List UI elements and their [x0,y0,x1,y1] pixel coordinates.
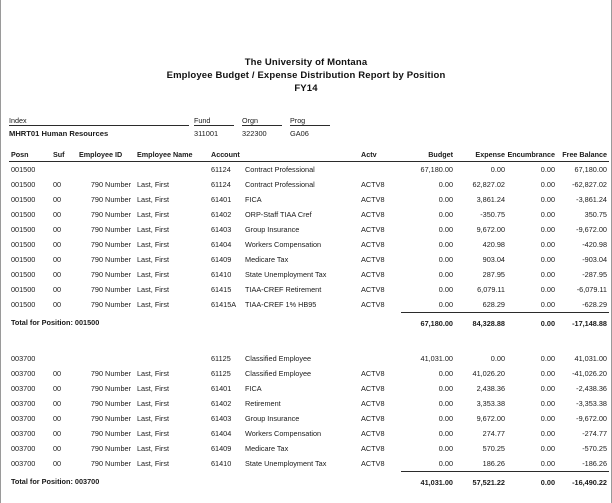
cell-employee-name [137,162,211,178]
cell-employee-name: Last, First [137,444,170,453]
cell-budget: 0.00 [438,399,453,408]
cell-budget: 0.00 [438,429,453,438]
cell-employee-id: 790 Number [90,459,131,469]
cell-encumbrance: 0.00 [540,369,555,378]
cell-free-balance: -570.25 [582,444,607,453]
fund-value: 311001 [194,129,219,138]
cell-expense: 0.00 [490,165,505,174]
cell-actv: ACTV8 [361,414,385,423]
gap-cell [9,331,609,351]
table-row [9,267,609,282]
cell-account-description: TIAA-CREF Retirement [245,285,322,294]
cell-account: 61410 [211,270,232,279]
cell-employee-name: Last, First [137,300,170,310]
cell-budget: 0.00 [438,240,453,249]
col-account: Account [211,149,245,162]
cell-budget: 0.00 [438,300,453,309]
cell-posn: 001500 [11,240,36,249]
cell-posn: 001500 [11,210,36,219]
cell-free-balance: -6,079.11 [576,285,607,294]
cell-account-description: Medicare Tax [245,444,289,453]
index-value: MHRT01 Human Resources [9,129,109,138]
cell-free-balance: 350.75 [584,210,607,219]
col-employee-name: Employee Name [137,149,211,162]
prog-label: Prog [290,114,330,126]
cell-posn: 001500 [11,255,36,264]
cell-account-description: FICA [245,195,262,204]
column-header-row [9,149,609,162]
cell-employee-name: Last, First [137,459,170,469]
cell-posn: 001500 [11,225,36,234]
col-free-balance: Free Balance [555,149,609,162]
cell-suf: 00 [53,255,62,264]
cell-actv: ACTV8 [361,399,385,408]
table-row [9,162,609,178]
cell-budget: 0.00 [438,255,453,264]
position-total-label: Total for Position: 003700 [11,477,100,487]
cell-posn: 003700 [11,414,36,423]
cell-suf: 00 [53,285,62,294]
cell-encumbrance: 0.00 [540,195,555,204]
cell-employee-id: 790 Number [90,210,131,219]
cell-budget: 0.00 [438,369,453,378]
cell-account: 61403 [211,225,232,234]
col-actv: Actv [361,149,401,162]
col-budget: Budget [401,149,453,162]
table-row [9,177,609,192]
cell-suf: 00 [53,300,62,310]
col-posn: Posn [9,149,53,162]
cell-budget: 0.00 [438,180,453,189]
cell-employee-id [79,351,137,366]
col-account-description [245,149,361,162]
cell-employee-id: 790 Number [90,255,131,264]
cell-posn: 001500 [11,195,36,204]
cell-employee-id: 790 Number [90,285,131,294]
cell-account-description: Group Insurance [245,414,300,423]
cell-budget: 0.00 [438,225,453,234]
cell-suf: 00 [53,384,62,393]
cell-employee-id: 790 Number [90,414,131,423]
index-header-table [9,114,603,138]
cell-actv: ACTV8 [361,255,385,264]
cell-employee-name: Last, First [137,270,170,279]
cell-account-description: Contract Professional [245,165,315,174]
cell-employee-id: 790 Number [90,225,131,234]
cell-account-description: FICA [245,384,262,393]
cell-actv: ACTV8 [361,225,385,234]
total-budget: 41,031.00 [401,472,453,491]
cell-account: 61415 [211,285,232,294]
cell-encumbrance: 0.00 [540,399,555,408]
report-title-block [1,0,611,95]
cell-expense: 287.95 [482,270,505,279]
cell-account-description: Classified Employee [245,354,312,363]
detail-table-head [9,149,609,162]
cell-account-description: Group Insurance [245,225,300,234]
cell-encumbrance: 0.00 [540,354,555,363]
index-header-section [9,114,603,138]
table-row [9,237,609,252]
cell-account-description: State Unemployment Tax [245,459,327,469]
table-row [9,456,609,472]
col-suf: Suf [53,149,79,162]
cell-actv: ACTV8 [361,195,385,204]
cell-suf: 00 [53,180,62,189]
cell-actv: ACTV8 [361,270,385,279]
cell-employee-name: Last, First [137,399,170,408]
spacer-cell-3 [282,114,290,126]
cell-posn: 003700 [11,384,36,393]
spacer-cell-2 [234,114,242,126]
cell-free-balance: -287.95 [582,270,607,279]
cell-employee-name: Last, First [137,369,170,378]
col-expense: Expense [453,149,505,162]
cell-free-balance: -3,861.24 [576,195,607,204]
prog-value: GA06 [290,129,309,138]
cell-suf: 00 [53,414,62,423]
cell-suf: 00 [53,270,62,279]
cell-budget: 0.00 [438,210,453,219]
cell-posn: 003700 [11,354,36,363]
total-encumbrance: 0.00 [505,313,555,332]
cell-actv: ACTV8 [361,240,385,249]
cell-suf [53,351,79,366]
position-total-label: Total for Position: 001500 [11,318,100,328]
cell-budget: 41,031.00 [420,354,453,363]
cell-suf: 00 [53,369,62,378]
cell-posn: 003700 [11,459,36,469]
cell-account: 61403 [211,414,232,423]
total-expense: 57,521.22 [453,472,505,491]
cell-account: 61415A [211,300,237,310]
organization-name: The University of Montana [244,57,368,68]
cell-expense: 628.29 [482,300,505,309]
detail-table [9,149,609,490]
cell-account: 61124 [211,165,231,174]
cell-account: 61410 [211,459,232,469]
orgn-label: Orgn [242,114,282,126]
table-row [9,252,609,267]
table-row [9,381,609,396]
position-gap-row [9,331,609,351]
table-row [9,396,609,411]
cell-employee-name: Last, First [137,225,170,234]
total-expense: 84,328.88 [453,313,505,332]
cell-employee-name: Last, First [137,429,170,438]
table-row [9,282,609,297]
cell-budget: 0.00 [438,285,453,294]
cell-employee-name: Last, First [137,384,170,393]
detail-table-body [9,162,609,491]
cell-encumbrance: 0.00 [540,210,555,219]
cell-actv: ACTV8 [361,429,385,438]
cell-expense: 41,026.20 [472,369,505,378]
cell-actv: ACTV8 [361,210,385,219]
cell-account-description: Workers Compensation [245,240,322,249]
cell-encumbrance: 0.00 [540,414,555,423]
cell-expense: 9,672.00 [476,225,505,234]
cell-free-balance: -274.77 [582,429,607,438]
cell-expense: 903.04 [482,255,505,264]
page-title: Employee Budget / Expense Distribution Report by Position [166,70,446,81]
cell-employee-id: 790 Number [90,300,131,310]
cell-expense: 186.26 [482,459,505,468]
cell-account-description: State Unemployment Tax [245,270,327,279]
cell-posn: 001500 [11,165,36,174]
cell-actv: ACTV8 [361,285,385,294]
cell-employee-name [137,351,211,366]
cell-account: 61409 [211,444,232,453]
cell-expense: 6,079.11 [477,285,505,294]
cell-account-description: Medicare Tax [245,255,289,264]
cell-account: 61402 [211,399,232,408]
cell-budget: 0.00 [438,444,453,453]
cell-posn: 003700 [11,399,36,408]
cell-free-balance: 67,180.00 [574,165,607,174]
cell-encumbrance: 0.00 [540,240,555,249]
table-row [9,426,609,441]
cell-employee-name: Last, First [137,285,170,294]
total-free-balance: -17,148.88 [555,313,609,332]
cell-employee-id [79,162,137,178]
cell-suf: 00 [53,225,62,234]
cell-actv: ACTV8 [361,369,385,378]
cell-free-balance: -420.98 [582,240,607,249]
cell-account: 61402 [211,210,232,219]
cell-employee-name: Last, First [137,414,170,423]
table-row [9,351,609,366]
cell-employee-name: Last, First [137,210,170,219]
cell-encumbrance: 0.00 [540,384,555,393]
index-header-values-row [9,126,603,139]
cell-employee-name: Last, First [137,180,170,189]
cell-budget: 67,180.00 [420,165,453,174]
spacer-cell-7 [282,126,290,139]
cell-account-description: ORP-Staff TIAA Cref [245,210,312,219]
cell-suf: 00 [53,240,62,249]
cell-employee-name: Last, First [137,255,170,264]
cell-employee-id: 790 Number [90,180,131,189]
cell-encumbrance: 0.00 [540,165,555,174]
cell-posn: 003700 [11,369,36,378]
cell-encumbrance: 0.00 [540,285,555,294]
cell-account-description: Retirement [245,399,281,408]
cell-budget: 0.00 [438,414,453,423]
cell-expense: 62,827.02 [472,180,505,189]
cell-encumbrance: 0.00 [540,444,555,453]
cell-posn: 003700 [11,429,36,438]
cell-free-balance: -2,438.36 [576,384,607,393]
orgn-value: 322300 [242,129,267,138]
cell-free-balance: -9,672.00 [576,225,607,234]
table-row [9,192,609,207]
cell-employee-id: 790 Number [90,444,131,453]
cell-encumbrance: 0.00 [540,270,555,279]
total-free-balance: -16,490.22 [555,472,609,491]
cell-encumbrance: 0.00 [540,300,555,309]
table-row [9,366,609,381]
cell-expense: -350.75 [480,210,505,219]
table-row [9,207,609,222]
spacer-cell-6 [234,126,242,139]
cell-employee-id: 790 Number [90,429,131,438]
cell-account: 61124 [211,180,231,189]
cell-expense: 570.25 [482,444,505,453]
spacer-cell-4 [330,114,603,126]
cell-account: 61404 [211,429,232,438]
cell-posn: 003700 [11,444,36,453]
cell-free-balance: -903.04 [582,255,607,264]
cell-free-balance: -41,026.20 [572,369,607,378]
cell-free-balance: -9,672.00 [576,414,607,423]
cell-actv: ACTV8 [361,459,385,469]
cell-free-balance: 41,031.00 [574,354,607,363]
cell-expense: 9,672.00 [476,414,505,423]
cell-account: 61401 [211,384,232,393]
index-header-labels-row [9,114,603,126]
index-label: Index [9,114,189,126]
cell-actv: ACTV8 [361,444,385,453]
cell-encumbrance: 0.00 [540,225,555,234]
cell-free-balance: -3,353.38 [576,399,607,408]
cell-posn: 001500 [11,270,36,279]
cell-suf [53,162,79,178]
table-row [9,297,609,313]
cell-free-balance: -628.29 [582,300,607,309]
cell-suf: 00 [53,210,62,219]
cell-employee-id: 790 Number [90,240,131,249]
table-row [9,411,609,426]
cell-expense: 3,861.24 [476,195,505,204]
cell-employee-id: 790 Number [90,270,131,279]
cell-account-description: Contract Professional [245,180,315,189]
cell-employee-id: 790 Number [90,369,131,378]
cell-actv [361,351,401,366]
cell-employee-id: 790 Number [90,195,131,204]
col-employee-id: Employee ID [79,149,137,162]
position-total-row [9,472,609,491]
cell-account: 61125 [211,369,231,378]
col-encumbrance: Encumbrance [505,149,555,162]
cell-account: 61409 [211,255,232,264]
cell-suf: 00 [53,195,62,204]
cell-employee-name: Last, First [137,195,170,204]
fund-label: Fund [194,114,234,126]
cell-employee-name: Last, First [137,240,170,249]
spacer-cell-8 [330,126,603,139]
cell-posn: 001500 [11,180,36,189]
cell-suf: 00 [53,399,62,408]
cell-account-description: Workers Compensation [245,429,322,438]
cell-suf: 00 [53,444,62,453]
cell-expense: 3,353.38 [476,399,505,408]
cell-posn: 001500 [11,300,36,310]
cell-employee-id: 790 Number [90,399,131,408]
cell-budget: 0.00 [438,384,453,393]
table-row [9,222,609,237]
cell-encumbrance: 0.00 [540,180,555,189]
cell-suf: 00 [53,459,62,469]
total-budget: 67,180.00 [401,313,453,332]
cell-free-balance: -186.26 [582,459,607,468]
total-encumbrance: 0.00 [505,472,555,491]
cell-account-description: Classified Employee [245,369,312,378]
cell-posn: 001500 [11,285,36,294]
cell-account: 61125 [211,354,231,363]
table-row [9,441,609,456]
cell-free-balance: -62,827.02 [572,180,607,189]
cell-encumbrance: 0.00 [540,255,555,264]
cell-actv: ACTV8 [361,180,385,189]
cell-employee-id: 790 Number [90,384,131,393]
cell-actv: ACTV8 [361,300,385,310]
cell-account: 61404 [211,240,232,249]
position-total-row [9,313,609,332]
cell-expense: 420.98 [482,240,505,249]
fiscal-year: FY14 [294,83,318,94]
cell-account-description: TIAA-CREF 1% HB95 [245,300,317,310]
detail-section [9,149,607,490]
cell-encumbrance: 0.00 [540,459,555,468]
cell-encumbrance: 0.00 [540,429,555,438]
cell-budget: 0.00 [438,459,453,468]
cell-expense: 2,438.36 [476,384,505,393]
cell-suf: 00 [53,429,62,438]
cell-budget: 0.00 [438,195,453,204]
cell-actv: ACTV8 [361,384,385,393]
cell-expense: 274.77 [482,429,505,438]
cell-budget: 0.00 [438,270,453,279]
cell-account: 61401 [211,195,232,204]
cell-actv [361,162,401,178]
cell-expense: 0.00 [490,354,505,363]
